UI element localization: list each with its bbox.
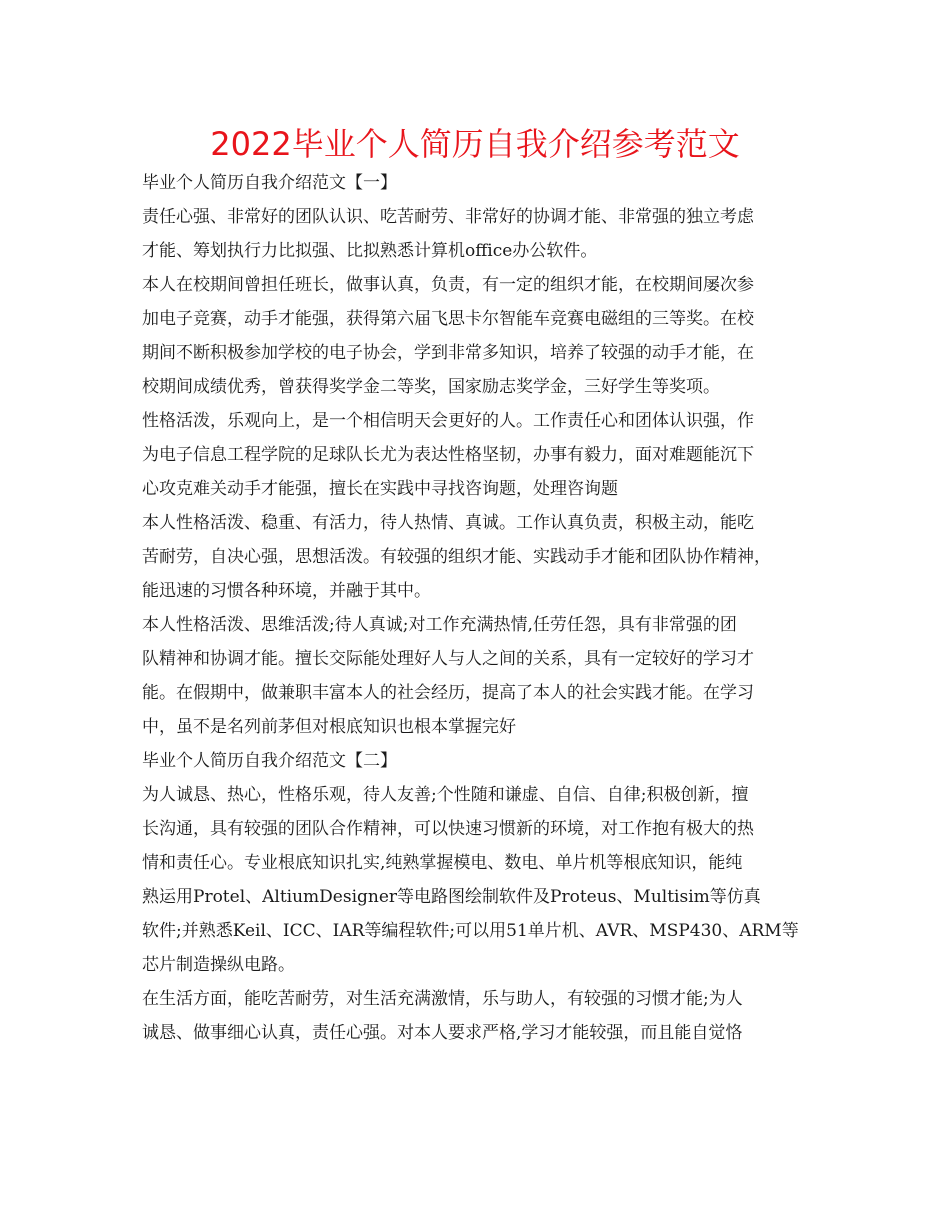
paragraph (142, 982, 830, 1050)
text-line: 才能、筹划执行力比拟强、比拟熟悉计算机office办公软件。 (142, 241, 598, 261)
text-line: 情和责任心。专业根底知识扎实,纯熟掌握模电、数电、单片机等根底知识，能纯 (142, 853, 743, 873)
paragraph (142, 506, 830, 608)
text-line: 心攻克难关动手才能强，擅长在实践中寻找咨询题，处理咨询题 (142, 479, 618, 499)
text-line: 熟运用Protel、AltiumDesigner等电路图绘制软件及Proteus、Multisim等仿真 (142, 887, 761, 907)
text-line: 诚恳、做事细心认真，责任心强。对本人要求严格,学习才能较强，而且能自觉恪 (142, 1023, 743, 1043)
paragraph (142, 778, 830, 982)
text-line: 长沟通，具有较强的团队合作精神，可以快速习惯新的环境，对工作抱有极大的热 (142, 819, 754, 839)
text-line: 为电子信息工程学院的足球队长尤为表达性格坚韧，办事有毅力，面对难题能沉下 (142, 445, 754, 465)
text-line: 性格活泼，乐观向上，是一个相信明天会更好的人。工作责任心和团体认识强，作 (142, 411, 754, 431)
text-line: 在生活方面，能吃苦耐劳，对生活充满激情，乐与助人，有较强的习惯才能;为人 (142, 989, 743, 1009)
text-line: 软件;并熟悉Keil、ICC、IAR等编程软件;可以用51单片机、AVR、MSP430、ARM等 (142, 921, 799, 941)
text-line: 芯片制造操纵电路。 (142, 955, 295, 975)
text-line: 加电子竞赛，动手才能强，获得第六届飞思卡尔智能车竞赛电磁组的三等奖。在校 (142, 309, 754, 329)
text-line: 能迅速的习惯各种环境，并融于其中。 (142, 581, 431, 601)
text-line: 队精神和协调才能。擅长交际能处理好人与人之间的关系，具有一定较好的学习才 (142, 649, 754, 669)
text-line: 为人诚恳、热心，性格乐观，待人友善;个性随和谦虚、自信、自律;积极创新，擅 (142, 785, 749, 805)
paragraph (142, 268, 830, 404)
text-line: 本人在校期间曾担任班长，做事认真，负责，有一定的组织才能，在校期间屡次参 (142, 275, 754, 295)
text-line: 期间不断积极参加学校的电子协会，学到非常多知识，培养了较强的动手才能，在 (142, 343, 754, 363)
paragraph (142, 608, 830, 744)
text-line: 本人性格活泼、思维活泼;待人真诚;对工作充满热情,任劳任怨，具有非常强的团 (142, 615, 737, 635)
paragraph (142, 744, 830, 778)
text-line: 毕业个人简历自我介绍范文【二】 (142, 751, 397, 771)
paragraph (142, 166, 830, 200)
text-line: 校期间成绩优秀，曾获得奖学金二等奖，国家励志奖学金，三好学生等奖项。 (142, 377, 720, 397)
text-line: 苦耐劳，自决心强，思想活泼。有较强的组织才能、实践动手才能和团队协作精神， (142, 547, 771, 567)
text-line: 毕业个人简历自我介绍范文【一】 (142, 173, 397, 193)
text-line: 本人性格活泼、稳重、有活力，待人热情、真诚。工作认真负责，积极主动，能吃 (142, 513, 754, 533)
text-line: 中，虽不是名列前茅但对根底知识也根本掌握完好 (142, 717, 516, 737)
paragraph (142, 404, 830, 506)
text-line: 能。在假期中，做兼职丰富本人的社会经历，提高了本人的社会实践才能。在学习 (142, 683, 754, 703)
text-line: 责任心强、非常好的团队认识、吃苦耐劳、非常好的协调才能、非常强的独立考虑 (142, 207, 754, 227)
document-body (142, 166, 830, 1050)
paragraph (142, 200, 830, 268)
document-title: 2022毕业个人简历自我介绍参考范文 (210, 125, 740, 163)
